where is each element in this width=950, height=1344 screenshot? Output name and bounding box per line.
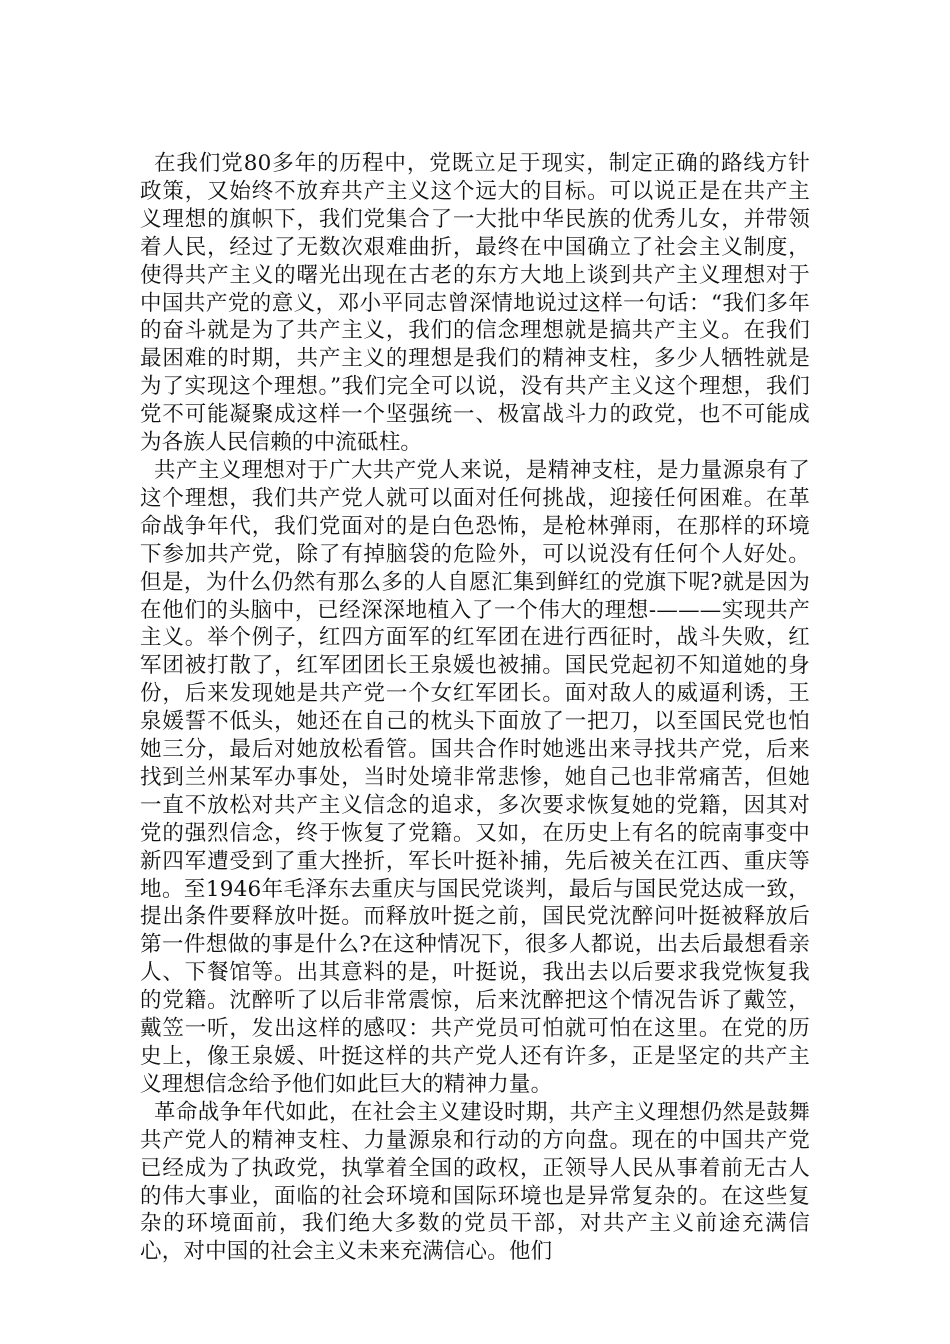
paragraph-3: 革命战争年代如此，在社会主义建设时期，共产主义理想仍然是鼓舞共产党人的精神支柱、力量源泉和行动的方向盘。现在的中国共产党已经成为了执政党，执掌着全国的政权，正领导人民从事着前无古人的伟大事业，面临的社会环境和国际环境也是异常复杂的。在这些复杂的环境面前，我们绝大多数的党员干部，对共产主义前途充满信心，对中国的社会主义未来充满信心。他们 <box>140 1099 810 1265</box>
paragraph-1: 在我们党80多年的历程中，党既立足于现实，制定正确的路线方针政策，又始终不放弃共产主义这个远大的目标。可以说正是在共产主义理想的旗帜下，我们党集合了一大批中华民族的优秀儿女，并带领着人民，经过了无数次艰难曲折，最终在中国确立了社会主义制度，使得共产主义的曙光出现在古老的东方大地上谈到共产主义理想对于中国共产党的意义，邓小平同志曾深情地说过这样一句话：“我们多年的奋斗就是为了共产主义，我们的信念理想就是搞共产主义。在我们最困难的时期，共产主义的理想是我们的精神支柱，多少人牺牲就是为了实现这个理想。”我们完全可以说，没有共产主义这个理想，我们党不可能凝聚成这样一个坚强统一、极富战斗力的政党，也不可能成为各族人民信赖的中流砥柱。 <box>140 151 810 456</box>
document-page <box>140 150 810 1266</box>
paragraph-2: 共产主义理想对于广大共产党人来说，是精神支柱，是力量源泉有了这个理想，我们共产党人就可以面对任何挑战，迎接任何困难。在革命战争年代，我们党面对的是白色恐怖，是枪林弹雨，在那样的环境下参加共产党，除了有掉脑袋的危险外，可以说没有任何个人好处。但是，为什么仍然有那么多的人自愿汇集到鲜红的党旗下呢?就是因为在他们的头脑中，已经深深地植入了一个伟大的理想-———实现共产主义。举个例子，红四方面军的红军团在进行西征时，战斗失败，红军团被打散了，红军团团长王泉媛也被捕。国民党起初不知道她的身份，后来发现她是共产党一个女红军团长。面对敌人的威逼利诱，王泉媛誓不低头，她还在自己的枕头下面放了一把刀，以至国民党也怕她三分，最后对她放松看管。国共合作时她逃出来寻找共产党，后来找到兰州某军办事处，当时处境非常悲惨，她自己也非常痛苦，但她一直不放松对共产主义信念的追求，多次要求恢复她的党籍，因其对党的强烈信念，终于恢复了党籍。又如，在历史上有名的皖南事变中新四军遭受到了重大挫折，军长叶挺补捕，先后被关在江西、重庆等地。至1946年毛泽东去重庆与国民党谈判，最后与国民党达成一致，提出条件要释放叶挺。而释放叶挺之前，国民党沈醉问叶挺被释放后第一件想做的事是什么?在这种情况下，很多人都说，出去后最想看亲人、下餐馆等。出其意料的是，叶挺说，我出去以后要求我党恢复我的党籍。沈醉听了以后非常震惊，后来沈醉把这个情况告诉了戴笠，戴笠一听，发出这样的感叹：共产党员可怕就可怕在这里。在党的历史上，像王泉媛、叶挺这样的共产党人还有许多，正是坚定的共产主义理想信念给予他们如此巨大的精神力量。 <box>140 457 810 1097</box>
